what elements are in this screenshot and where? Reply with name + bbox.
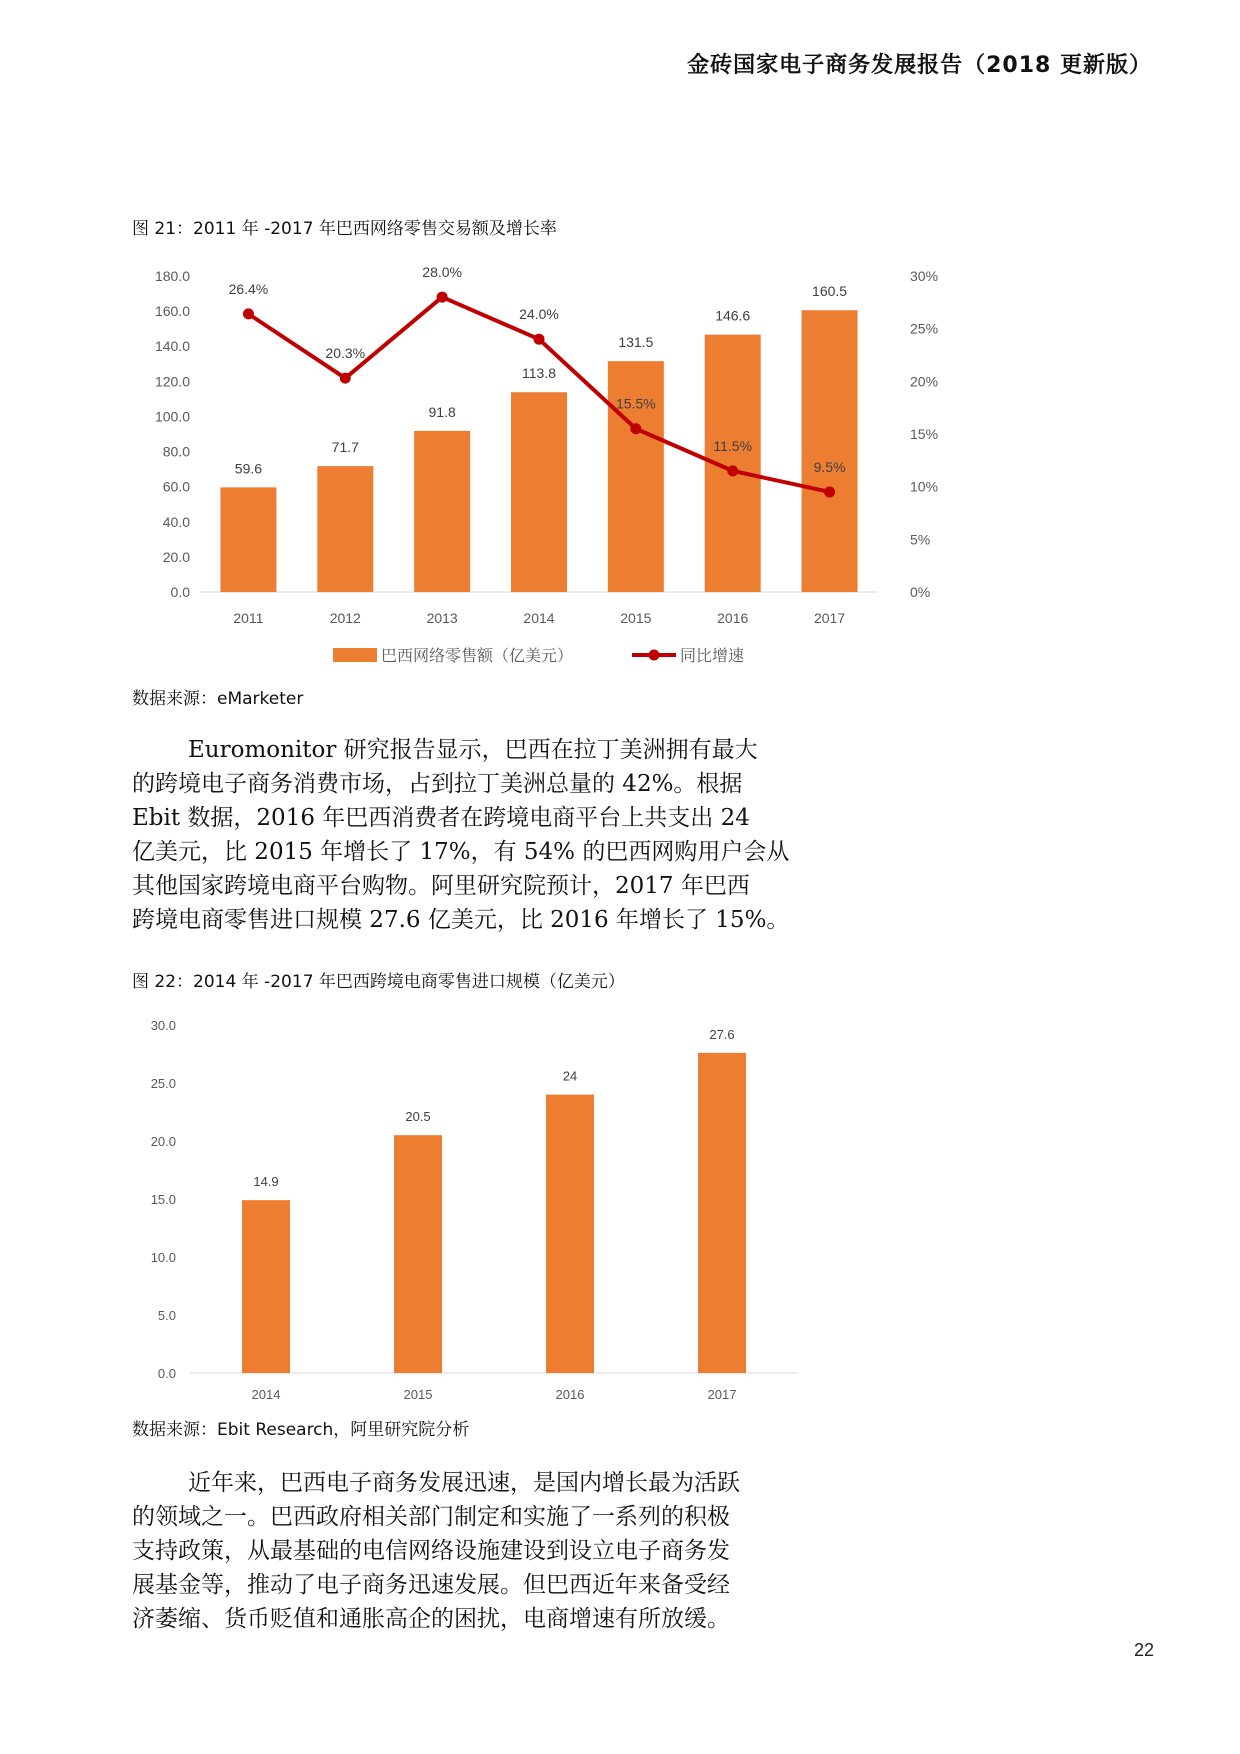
paragraph-line: 的领域之一。巴西政府相关部门制定和实施了一系列的积极 <box>132 1504 730 1530</box>
x-axis-tick-label: 2014 <box>523 610 555 626</box>
bar-data-label: 24 <box>562 1068 578 1084</box>
legend-label-line: 同比增速 <box>680 648 745 665</box>
y2-axis-tick-label: 0% <box>910 584 931 600</box>
y-axis-tick-label: 25.0 <box>150 1076 176 1091</box>
x-axis-tick-label: 2011 <box>233 610 264 626</box>
paragraph-line: 亿美元，比 2015 年增长了 17%，有 54% 的巴西网购用户会从 <box>132 839 790 865</box>
paragraph-line: Ebit 数据，2016 年巴西消费者在跨境电商平台上共支出 24 <box>132 805 750 831</box>
y2-axis-tick-label: 5% <box>910 531 931 548</box>
y-axis-tick-label: 100.0 <box>154 408 190 425</box>
bar-data-label: 20.5 <box>405 1109 431 1125</box>
y2-axis-tick-label: 25% <box>910 320 939 337</box>
line-data-label: 9.5% <box>813 458 846 475</box>
line-data-label: 28.0% <box>422 264 462 281</box>
line-data-label: 20.3% <box>325 345 366 362</box>
x-axis-tick-label: 2013 <box>426 610 458 626</box>
figure-22-caption: 图 22：2014 年 -2017 年巴西跨境电商零售进口规模（亿美元） <box>132 972 625 992</box>
y-axis-tick-label: 140.0 <box>154 338 190 355</box>
y-axis-tick-label: 160.0 <box>154 303 190 320</box>
y-axis-tick-label: 60.0 <box>162 478 190 495</box>
y-axis-tick-label: 180.0 <box>154 268 190 284</box>
line-data-label: 24.0% <box>519 306 559 323</box>
y-axis-tick-label: 0.0 <box>170 584 190 600</box>
bar-data-label: 71.7 <box>331 439 359 456</box>
line-data-label: 15.5% <box>616 395 656 412</box>
y2-axis-tick-label: 10% <box>910 478 939 495</box>
bar <box>394 1135 442 1373</box>
y-axis-tick-label: 30.0 <box>150 1018 176 1033</box>
figure-21-source: 数据来源：eMarketer <box>132 689 304 709</box>
bar-data-label: 27.6 <box>709 1026 735 1042</box>
y2-axis-tick-label: 15% <box>910 426 939 442</box>
bar-data-label: 146.6 <box>715 307 751 324</box>
x-axis-tick-label: 2016 <box>555 1387 585 1402</box>
x-axis-tick-label: 2015 <box>620 610 652 626</box>
paragraph-line: 的跨境电子商务消费市场，占到拉丁美洲总量的 42%。根据 <box>132 771 743 797</box>
bar <box>698 1053 746 1373</box>
y-axis-tick-label: 40.0 <box>162 513 190 530</box>
bar <box>546 1095 594 1373</box>
bar-data-label: 91.8 <box>428 403 456 420</box>
report-header-title: 金砖国家电子商务发展报告（2018 更新版） <box>687 53 1152 78</box>
x-axis-tick-label: 2017 <box>707 1387 737 1402</box>
y-axis-tick-label: 20.0 <box>150 1134 176 1149</box>
paragraph-line: 支持政策，从最基础的电信网络设施建设到设立电子商务发 <box>132 1538 730 1564</box>
page-number: 22 <box>1133 1640 1154 1660</box>
bar-data-label: 113.8 <box>522 365 556 382</box>
x-axis-tick-label: 2017 <box>813 610 846 626</box>
paragraph-line: 其他国家跨境电商平台购物。阿里研究院预计，2017 年巴西 <box>132 873 750 899</box>
y-axis-tick-label: 120.0 <box>154 373 190 390</box>
line-data-label: 26.4% <box>228 280 269 297</box>
bar-data-label: 14.9 <box>253 1174 279 1190</box>
bar-data-label: 131.5 <box>618 334 654 351</box>
x-axis-tick-label: 2012 <box>329 610 361 626</box>
bar-data-label: 160.5 <box>812 283 848 300</box>
legend-label-bar: 巴西网络零售额（亿美元） <box>381 648 574 665</box>
y-axis-tick-label: 10.0 <box>150 1250 176 1265</box>
figure-22-source: 数据来源：Ebit Research，阿里研究院分析 <box>132 1420 470 1440</box>
y-axis-tick-label: 80.0 <box>162 443 190 460</box>
figure-21-caption: 图 21：2011 年 -2017 年巴西网络零售交易额及增长率 <box>132 219 557 239</box>
y-axis-tick-label: 20.0 <box>162 548 190 565</box>
paragraph-line: Euromonitor 研究报告显示，巴西在拉丁美洲拥有最大 <box>188 737 758 763</box>
x-axis-tick-label: 2015 <box>403 1387 433 1402</box>
y-axis-tick-label: 15.0 <box>150 1192 176 1207</box>
paragraph-line: 跨境电商零售进口规模 27.6 亿美元，比 2016 年增长了 15%。 <box>132 907 790 933</box>
y2-axis-tick-label: 20% <box>910 373 939 390</box>
paragraph-line: 济萎缩、货币贬值和通胀高企的困扰，电商增速有所放缓。 <box>132 1606 730 1632</box>
paragraph-brazil-ecommerce <box>132 1466 872 1636</box>
paragraph-line: 近年来，巴西电子商务发展迅速，是国内增长最为活跃 <box>188 1470 740 1496</box>
y-axis-tick-label: 5.0 <box>157 1308 176 1323</box>
paragraph-line: 展基金等，推动了电子商务迅速发展。但巴西近年来备受经 <box>132 1572 730 1598</box>
x-axis-tick-label: 2016 <box>717 610 749 626</box>
y-axis-tick-label: 0.0 <box>157 1366 176 1381</box>
x-axis-tick-label: 2014 <box>251 1387 281 1402</box>
line-data-label: 11.5% <box>713 437 753 454</box>
bar-data-label: 59.6 <box>234 460 263 477</box>
bar <box>242 1200 290 1373</box>
y2-axis-tick-label: 30% <box>910 268 939 284</box>
